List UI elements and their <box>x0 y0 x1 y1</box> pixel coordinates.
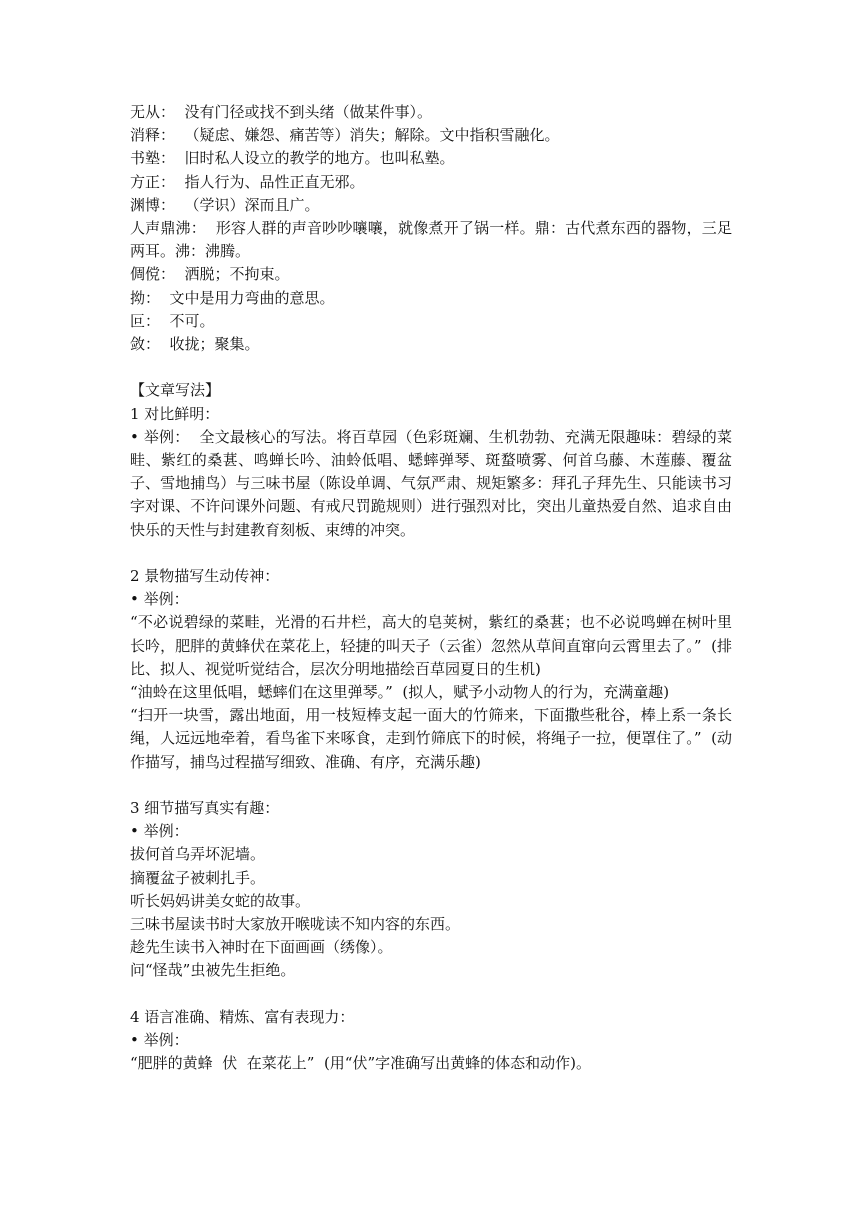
glossary-term: 消释： <box>130 126 176 145</box>
quote-example: “扫开一块雪，露出地面，用一枝短棒支起一面大的竹筛来，下面撒些秕谷，棒上系一条长绳，人远远地牵着，看鸟雀下来啄食，走到竹筛底下的时候，将绳子一拉，便罩住了。” (动作描写，捕鸟过程描写细致、准确、有序，充满乐趣) <box>130 706 732 771</box>
glossary-term: 人声鼎沸： <box>130 219 206 238</box>
technique-heading: 4 语言准确、精炼、富有表现力： <box>130 1007 355 1026</box>
glossary-definition: 没有门径或找不到头绪（做某件事）。 <box>175 103 433 121</box>
quote-example: “肥胖的黄蜂 伏 在菜花上” (用“伏”字准确写出黄蜂的体态和动作)。 <box>130 1054 591 1073</box>
glossary-entry <box>130 263 732 286</box>
glossary-term: 敛： <box>130 335 161 354</box>
glossary-list <box>130 101 732 356</box>
quote-example: “不必说碧绿的菜畦，光滑的石井栏，高大的皂荚树，紫红的桑葚；也不必说鸣蝉在树叶里长吟，肥胖的黄蜂伏在菜花上，轻捷的叫天子（云雀）忽然从草间直窜向云霄里去了。” (排比、拟人、视觉听觉结合，层次分明地描绘百草园夏日的生机) <box>130 613 732 678</box>
technique-language <box>130 1006 732 1076</box>
glossary-definition: （疑虑、嫌怨、痛苦等）消失；解除。文中指积雪融化。 <box>175 126 560 145</box>
bullet-label: • 举例： <box>130 427 190 446</box>
glossary-term: 拗： <box>130 288 161 307</box>
glossary-term: 倜傥： <box>130 265 176 284</box>
section-title: 【文章写法】 <box>130 381 221 400</box>
list-item: 趁先生读书入神时在下面画画（绣像）。 <box>130 938 393 957</box>
technique-heading: 2 景物描写生动传神： <box>130 567 280 586</box>
glossary-entry <box>130 101 732 124</box>
glossary-definition: 旧时私人设立的教学的地方。也叫私塾。 <box>175 149 455 168</box>
glossary-entry <box>130 147 732 170</box>
glossary-term: 叵： <box>130 311 161 330</box>
glossary-definition: 洒脱；不拘束。 <box>175 265 290 284</box>
spacer <box>130 774 732 797</box>
glossary-entry <box>130 124 732 147</box>
technique-example-paragraph <box>130 426 732 542</box>
list-item: 拔何首乌弄坏泥墙。 <box>130 845 266 864</box>
spacer <box>130 356 732 379</box>
list-item: 摘覆盆子被刺扎手。 <box>130 868 266 887</box>
example-text: 全文最核心的写法。将百草园（色彩斑斓、生机勃勃、充满无限趣味：碧绿的菜畦、紫红的桑葚、鸣蝉长吟、油蛉低唱、蟋蟀弹琴、斑蝥喷雾、何首乌藤、木莲藤、覆盆子、雪地捕鸟）与三味书屋（陈设单调、气氛严肃、规矩繁多：拜孔子拜先生、只能读书习字对课、不许问课外问题、有戒尺罚跪规则）进行强烈对比，突出儿童热爱自然、追求自由快乐的天性与封建教育刻板、束缚的冲突。 <box>130 427 732 539</box>
glossary-definition: 指人行为、品性正直无邪。 <box>175 172 365 191</box>
glossary-entry <box>130 287 732 310</box>
glossary-entry <box>130 194 732 217</box>
document-page <box>130 101 732 1075</box>
quote-example: “油蛉在这里低唱，蟋蟀们在这里弹琴。” (拟人，赋予小动物人的行为，充满童趣) <box>130 683 670 702</box>
glossary-term: 方正： <box>130 172 176 191</box>
list-item: 问“怪哉”虫被先生拒绝。 <box>130 961 296 980</box>
bullet-label: • 举例： <box>130 1031 189 1050</box>
glossary-term: 渊博： <box>130 195 176 214</box>
technique-heading: 1 对比鲜明： <box>130 404 220 423</box>
glossary-entry <box>130 333 732 356</box>
spacer <box>130 983 732 1006</box>
technique-scenery <box>130 565 732 774</box>
glossary-definition: 形容人群的声音吵吵嚷嚷，就像煮开了锅一样。鼎：古代煮东西的器物，三足两耳。沸：沸腾。 <box>130 219 732 261</box>
glossary-entry <box>130 171 732 194</box>
technique-detail <box>130 797 732 983</box>
spacer <box>130 542 732 565</box>
technique-heading: 3 细节描写真实有趣： <box>130 799 280 818</box>
glossary-entry <box>130 310 732 333</box>
glossary-entry <box>130 217 732 263</box>
glossary-term: 无从： <box>130 103 176 121</box>
list-item: 三味书屋读书时大家放开喉咙读不知内容的东西。 <box>130 915 461 934</box>
list-item: 听长妈妈讲美女蛇的故事。 <box>130 891 311 910</box>
glossary-term: 书塾： <box>130 149 176 168</box>
glossary-definition: （学识）深而且广。 <box>175 195 320 214</box>
glossary-definition: 文中是用力弯曲的意思。 <box>160 288 335 307</box>
bullet-label: • 举例： <box>130 590 189 609</box>
glossary-definition: 不可。 <box>160 311 215 330</box>
bullet-label: • 举例： <box>130 822 189 841</box>
glossary-definition: 收拢；聚集。 <box>160 335 260 354</box>
technique-contrast <box>130 403 732 542</box>
